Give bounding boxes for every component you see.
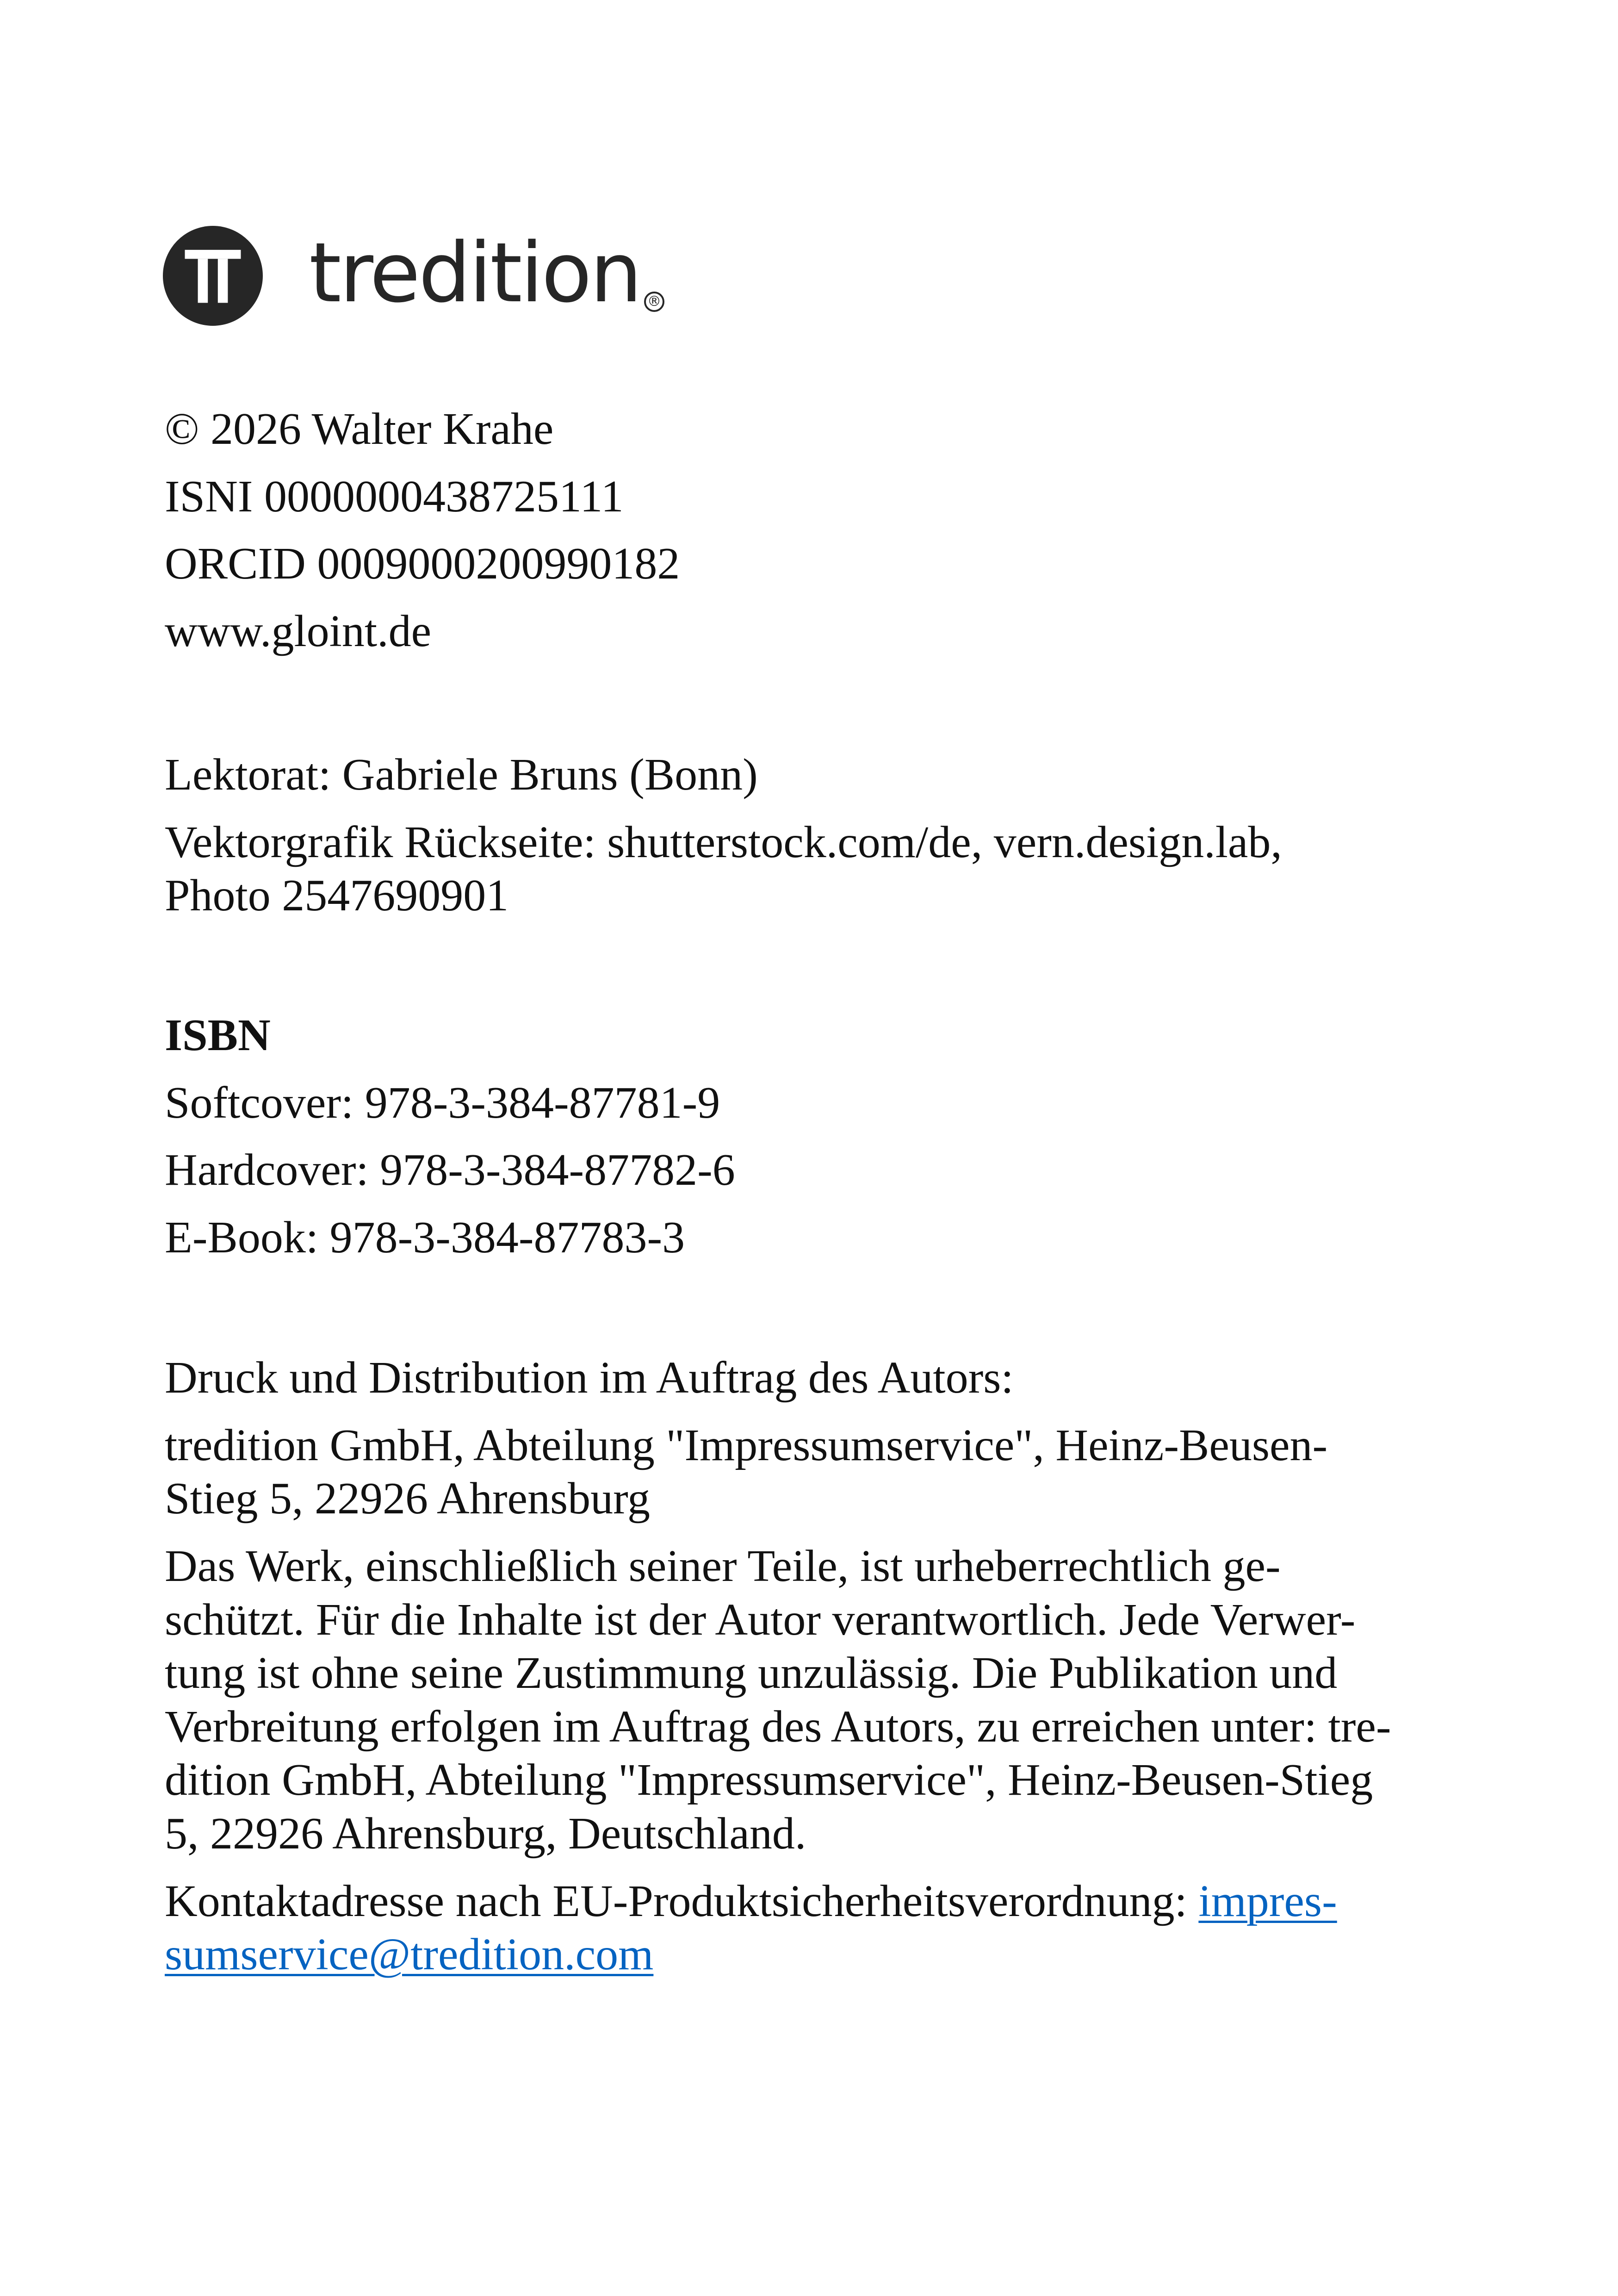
legal-notice-line5: dition GmbH, Abteilung "Impressumservice", Heinz-Beusen-Stieg [165, 1755, 1373, 1805]
isni-line: ISNI 0000000438725111 [165, 471, 624, 522]
isbn-softcover: Softcover: 978-3-384-87781-9 [165, 1077, 720, 1128]
registered-mark: ® [644, 292, 664, 312]
publisher-logo [163, 224, 661, 326]
contact-line1 [165, 1875, 1460, 1929]
editing-credit: Lektorat: Gabriele Bruns (Bonn) [165, 750, 758, 800]
copyright-block [165, 403, 1460, 659]
distribution-address-line1: tredition GmbH, Abteilung "Impressumservice", Heinz-Beusen- [165, 1420, 1328, 1470]
legal-notice-line4: Verbreitung erfolgen im Auftrag des Autors, zu erreichen unter: tre- [165, 1701, 1391, 1752]
legal-notice-line3: tung ist ohne seine Zustimmung unzulässig. Die Publikation und [165, 1648, 1338, 1699]
vector-credit-line1: Vektorgrafik Rückseite: shutterstock.com/de, vern.design.lab, [165, 817, 1282, 867]
website-line: www.gloint.de [165, 606, 432, 656]
isbn-block [165, 1009, 1460, 1265]
tredition-mark-icon [163, 226, 263, 326]
distribution-address-line2: Stieg 5, 22926 Ahrensburg [165, 1474, 650, 1524]
contact-email-link-continued[interactable]: sumservice@tredition.com [165, 1929, 654, 1980]
contact-email-link[interactable]: impres- [1198, 1876, 1337, 1926]
distribution-intro: Druck und Distribution im Auftrag des Autors: [165, 1353, 1014, 1403]
publisher-wordmark: tredition [309, 224, 640, 321]
legal-notice-line1: Das Werk, einschließlich seiner Teile, ist urheberrechtlich ge- [165, 1541, 1281, 1591]
contact-prefix: Kontaktadresse nach EU-Produktsicherheitsverordnung: [165, 1876, 1199, 1926]
credits-block [165, 748, 1460, 923]
distribution-block [165, 1351, 1460, 1982]
orcid-line: ORCID 0009000200990182 [165, 539, 680, 589]
contact-line2 [165, 1928, 1460, 1982]
isbn-ebook: E-Book: 978-3-384-87783-3 [165, 1212, 685, 1263]
copyright-line: © 2026 Walter Krahe [165, 404, 554, 454]
isbn-hardcover: Hardcover: 978-3-384-87782-6 [165, 1145, 735, 1195]
vector-credit-line2: Photo 2547690901 [165, 871, 509, 921]
legal-notice-line6: 5, 22926 Ahrensburg, Deutschland. [165, 1809, 806, 1859]
isbn-heading: ISBN [165, 1010, 271, 1060]
legal-notice-line2: schützt. Für die Inhalte ist der Autor verantwortlich. Jede Verwer- [165, 1594, 1356, 1645]
